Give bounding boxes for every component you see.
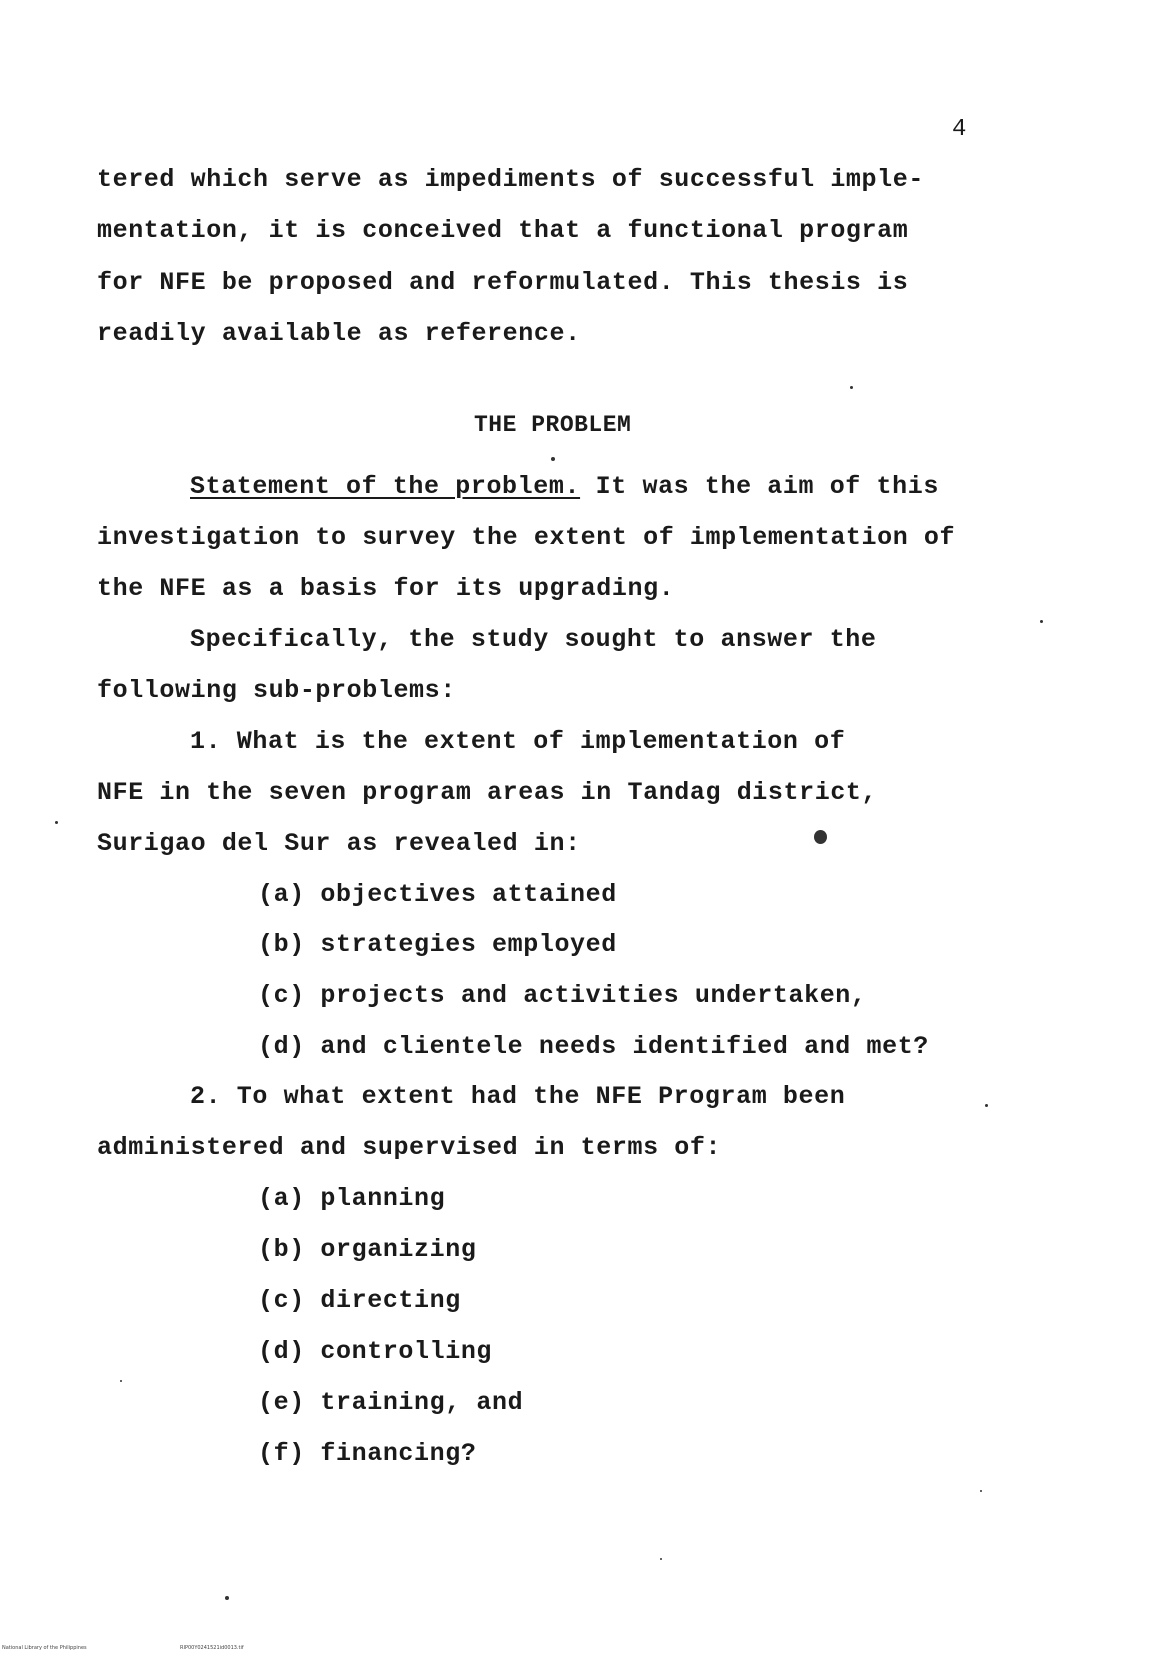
intro-line-4: readily available as reference. <box>97 319 581 348</box>
intro-line-2: mentation, it is conceived that a functional program <box>97 216 909 245</box>
scan-speck <box>225 1596 229 1600</box>
problem-1-line-3: Surigao del Sur as revealed in: <box>97 829 581 858</box>
problem-2-item-f: (f) financing? <box>258 1439 477 1468</box>
problem-2-line-1: 2. To what extent had the NFE Program been <box>190 1082 846 1111</box>
footer-source: National Library of the Philippines <box>2 1645 87 1651</box>
problem-1-line-1: 1. What is the extent of implementation of <box>190 727 846 756</box>
scan-speck <box>120 1380 122 1382</box>
scan-speck <box>985 1104 988 1107</box>
scan-speck <box>850 386 853 389</box>
scan-speck <box>980 1490 982 1492</box>
problem-1-item-c: (c) projects and activities undertaken, <box>258 981 867 1010</box>
page-number: 4 <box>952 116 967 143</box>
problem-1-item-b: (b) strategies employed <box>258 930 617 959</box>
scan-speck <box>551 457 555 461</box>
specifically-line-1: Specifically, the study sought to answer the <box>190 625 877 654</box>
scan-speck <box>1040 620 1043 623</box>
intro-line-3: for NFE be proposed and reformulated. This thesis is <box>97 268 909 297</box>
problem-2-item-d: (d) controlling <box>258 1337 493 1366</box>
problem-2-item-e: (e) training, and <box>258 1388 524 1417</box>
specifically-line-2: following sub-problems: <box>97 676 456 705</box>
problem-1-line-2: NFE in the seven program areas in Tandag district, <box>97 778 878 807</box>
statement-line-2: investigation to survey the extent of implementation of <box>97 523 956 552</box>
problem-1-item-d: (d) and clientele needs identified and met? <box>258 1032 929 1061</box>
footer-filename: RIP00Y0241521id0013.tif <box>180 1645 244 1651</box>
section-heading: THE PROBLEM <box>474 412 632 438</box>
intro-line-1: tered which serve as impediments of successful imple- <box>97 165 924 194</box>
scan-speck <box>814 830 827 844</box>
scan-speck <box>55 821 58 824</box>
statement-line-3: the NFE as a basis for its upgrading. <box>97 574 675 603</box>
problem-2-item-c: (c) directing <box>258 1286 461 1315</box>
problem-2-item-b: (b) organizing <box>258 1235 477 1264</box>
statement-line-1-rest: It was the aim of this <box>580 472 939 501</box>
statement-lead: Statement of the problem. <box>190 472 581 501</box>
statement-line-1 <box>190 472 939 502</box>
problem-2-item-a: (a) planning <box>258 1184 446 1213</box>
problem-2-line-2: administered and supervised in terms of: <box>97 1133 722 1162</box>
problem-1-item-a: (a) objectives attained <box>258 880 617 909</box>
scan-speck <box>660 1558 662 1560</box>
